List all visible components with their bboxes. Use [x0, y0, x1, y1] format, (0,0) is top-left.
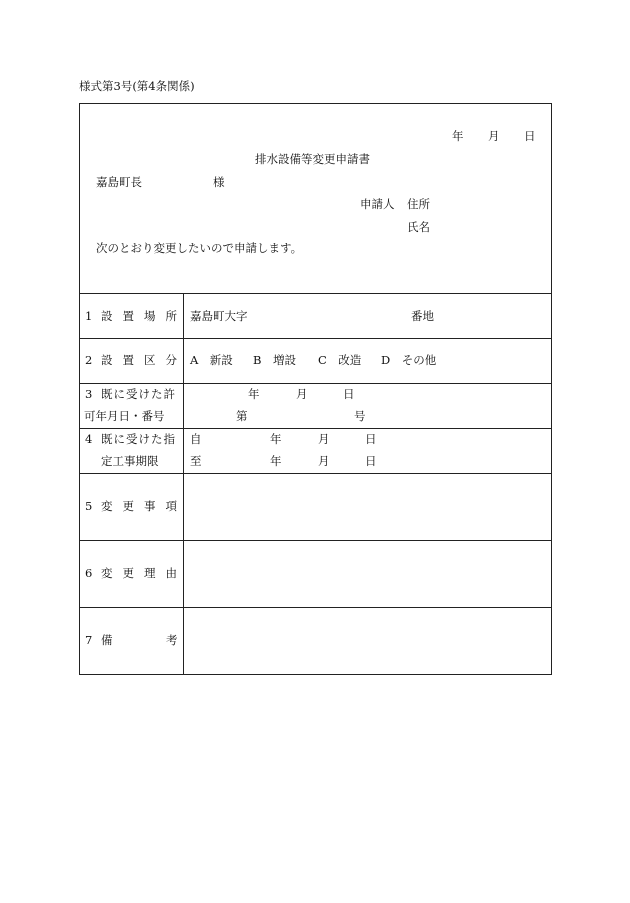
- applicant-label: 申請人: [360, 197, 395, 211]
- period-to-year: 年: [270, 454, 282, 468]
- divider-row1: [79, 338, 552, 339]
- row6-label: [101, 568, 177, 580]
- row4-num: 4: [85, 432, 93, 446]
- row1-num: 1: [85, 309, 93, 323]
- row7-label-a: 備: [101, 633, 113, 647]
- period-from-day: 日: [365, 432, 377, 446]
- divider-header: [79, 293, 552, 294]
- permit-gou: 号: [354, 409, 366, 423]
- divider-row2: [79, 383, 552, 384]
- row2-num: 2: [85, 353, 93, 367]
- address-label: 住所: [407, 197, 430, 211]
- permit-year: 年: [248, 387, 260, 401]
- label-char: 場: [144, 309, 156, 323]
- date-day: 日: [524, 129, 536, 143]
- label-char: 所: [165, 309, 177, 323]
- period-from: 自: [190, 432, 202, 446]
- remarks-field[interactable]: [184, 608, 551, 674]
- row7-num: 7: [85, 633, 93, 647]
- date-year: 年: [452, 129, 464, 143]
- form-id: 様式第3号(第4条関係): [79, 79, 195, 93]
- change-reason-field[interactable]: [184, 541, 551, 607]
- label-char: 変: [101, 566, 113, 580]
- period-to-month: 月: [318, 454, 330, 468]
- row3-num: 3: [85, 387, 93, 401]
- category-option-a: A 新設: [190, 353, 233, 367]
- permit-day: 日: [343, 387, 355, 401]
- period-to: 至: [190, 454, 202, 468]
- divider-row3: [79, 428, 552, 429]
- row4-label-line1: 既に受けた指: [101, 432, 176, 446]
- label-char: 置: [122, 309, 134, 323]
- row7-label-b: 考: [166, 633, 178, 647]
- change-items-field[interactable]: [184, 474, 551, 540]
- label-char: 区: [144, 353, 156, 367]
- category-option-b: B 増設: [253, 353, 296, 367]
- row3-label-line1: 既に受けた許: [101, 387, 176, 401]
- row3-label-line2: 可年月日・番号: [84, 409, 165, 423]
- date-month: 月: [488, 129, 500, 143]
- location-banchi: 番地: [411, 309, 434, 323]
- period-from-year: 年: [270, 432, 282, 446]
- permit-month: 月: [296, 387, 308, 401]
- addressee-honorific: 様: [213, 175, 225, 189]
- row1-label: [101, 311, 177, 323]
- row5-label: [101, 501, 177, 513]
- name-label: 氏名: [407, 220, 430, 234]
- label-char: 理: [144, 566, 156, 580]
- period-to-day: 日: [365, 454, 377, 468]
- period-from-month: 月: [318, 432, 330, 446]
- label-char: 置: [122, 353, 134, 367]
- label-char: 項: [165, 499, 177, 513]
- label-char: 分: [165, 353, 177, 367]
- addressee: 嘉島町長: [96, 175, 142, 189]
- row5-num: 5: [85, 499, 93, 513]
- label-char: 事: [144, 499, 156, 513]
- row2-label: [101, 355, 177, 367]
- label-char: 更: [122, 499, 134, 513]
- permit-dai: 第: [236, 409, 248, 423]
- document-title: 排水設備等変更申請書: [255, 152, 370, 166]
- statement: 次のとおり変更したいので申請します。: [96, 241, 303, 255]
- category-option-c: C 改造: [318, 353, 362, 367]
- label-char: 由: [165, 566, 177, 580]
- label-char: 更: [122, 566, 134, 580]
- category-option-d: D その他: [381, 353, 437, 367]
- row6-num: 6: [85, 566, 93, 580]
- location-town: 嘉島町大字: [190, 309, 248, 323]
- label-char: 変: [101, 499, 113, 513]
- label-char: 設: [101, 353, 113, 367]
- label-char: 設: [101, 309, 113, 323]
- row4-label-line2: 定工事期限: [101, 454, 159, 468]
